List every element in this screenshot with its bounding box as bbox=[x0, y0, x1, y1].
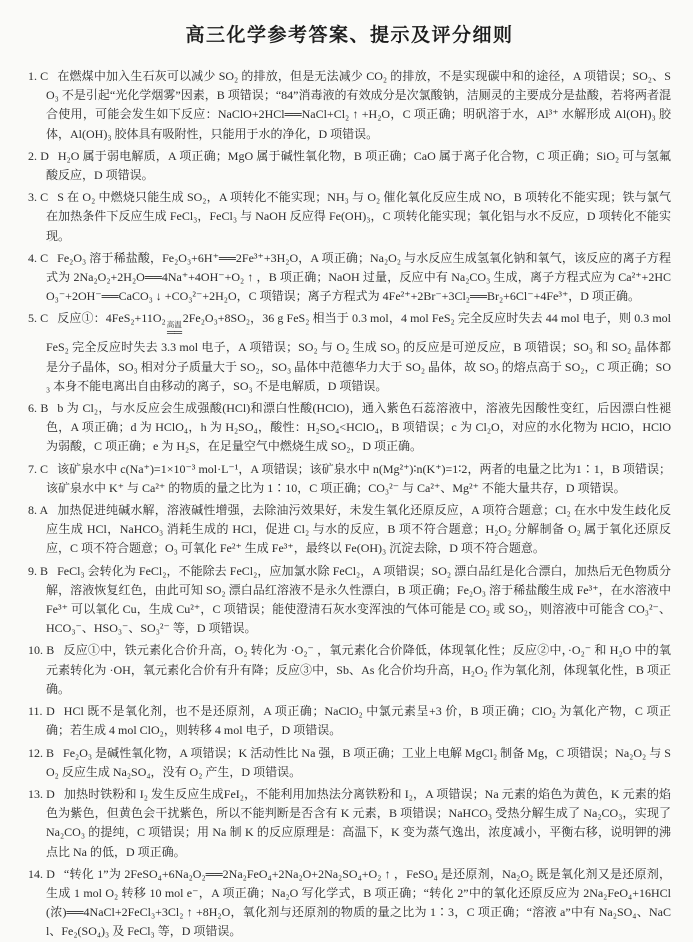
answer-item bbox=[28, 501, 671, 559]
item-number: 12. B bbox=[28, 745, 55, 760]
item-number: 7. C bbox=[28, 461, 49, 476]
item-number: 1. C bbox=[28, 69, 49, 83]
answer-item bbox=[28, 744, 671, 782]
item-text: 反应①中，铁元素化合价升高，O₂ 转化为 ·O₂⁻ ，氧元素化合价降低，体现氧化性；反应②中，·O₂⁻ 和 H₂O 中的氧元素转化为 ·OH，氧元素化合价有升有降；反应③中，Sb、As 化合价均升高，H₂O₂ 作为氧化剂，体现氧化性，B 项正确。 bbox=[46, 643, 671, 696]
reaction-condition-equals bbox=[167, 321, 182, 338]
item-number: 8. A bbox=[28, 503, 49, 518]
answer-item bbox=[28, 67, 671, 144]
answer-item bbox=[28, 562, 671, 639]
item-text: 加热时铁粉和 I₂ 发生反应生成FeI₂，不能利用加热法分离铁粉和 I₂，A 项错误；Na 元素的焰色为黄色，K 元素的焰色为紫色，但黄色会干扰紫色，所以不能判断是否含有 K 元素，B 项错误；NaHCO₃ 受热分解生成了 Na₂CO₃，实现了 Na₂CO₃ 的提纯，C 项错误；用 Na 制 K 的反应原理是：高温下，K 变为蒸气逸出，浓度减小，平衡右移，说明钾的沸点比 Na 的低，D 项正确。 bbox=[46, 786, 671, 859]
answer-item bbox=[28, 702, 671, 740]
item-number: 10. B bbox=[28, 643, 55, 658]
item-number: 2. D bbox=[28, 148, 49, 163]
answer-item bbox=[28, 399, 671, 457]
answer-item bbox=[28, 785, 671, 862]
answer-item bbox=[28, 641, 671, 699]
item-text: 反应①：4FeS₂+11O₂ 高温 ══ 2Fe₂O₃+8SO₂，36 g FeS₂ 相当于 0.3 mol，4 mol FeS₂ 完全反应时失去 44 mol 电子，则 0.3 mol FeS₂ 完全反应时失去 3.3 mol 电子，A 项错误；SO₂ 与 O₂ 生成 SO₃ 的反应是可逆反应，B 项错误；SO₃ 和 SO₂ 晶体都是分子晶体，SO₃ 相对分子质量大于 SO₂，SO₃ 晶体中范德华力大于 SO₂ 晶体，故 SO₃ 的熔点高于 SO₂，C 项正确；SO₃ 本身不能电离出自由移动的离子，SO₃ 不是电解质，D 项错误。 bbox=[46, 311, 671, 393]
item-text: Fe₂O₃ 溶于稀盐酸，Fe₂O₃+6H⁺══2Fe³⁺+3H₂O，A 项正确；Na₂O₂ 与水反应生成氢氧化钠和氧气，该反应的离子方程式为 2Na₂O₂+2H₂O══4Na⁺+4OH⁻+O₂ ↑ ，B 项正确；NaOH 过量，反应中有 Na₂CO₃ 生成，离子方程式应为 Ca²⁺+2HCO₃⁻+2OH⁻══CaCO₃ ↓ +CO₃²⁻+2H₂O，C 项错误；离子方程式为 4Fe²⁺+2Br⁻+3Cl₂══Br₂+6Cl⁻+4Fe³⁺，D 项正确。 bbox=[46, 250, 671, 304]
answer-item bbox=[28, 865, 671, 942]
item-text: 该矿泉水中 c(Na⁺)=1×10⁻³ mol·L⁻¹，A 项错误；该矿泉水中 n(Mg²⁺)∶n(K⁺)=1∶2，两者的电量之比为1∶1，B 项错误；该矿泉水中 K⁺ 与 Ca²⁺ 的物质的量之比为 1∶10，C 项正确；CO₃²⁻ 与 Ca²⁺、Mg²⁺ 不能大量共存，D 项错误。 bbox=[46, 461, 671, 495]
item-text: H₂O 属于弱电解质，A 项正确；MgO 属于碱性氧化物，B 项正确；CaO 属于离子化合物，C 项正确；SiO₂ 可与氢氟酸反应，D 项错误。 bbox=[46, 148, 671, 183]
item-text: HCl 既不是氧化剂，也不是还原剂，A 项正确；NaClO₂ 中氯元素呈+3 价，B 项正确；ClO₂ 为氧化产物，C 项正确；若生成 4 mol ClO₂，则转移 4 mol 电子，D 项错误。 bbox=[46, 704, 671, 738]
item-text: 在燃煤中加入生石灰可以减少 SO₂ 的排放，但是无法减少 CO₂ 的排放，不是实现碳中和的途径，A 项错误；SO₂、SO₃ 不是引起“光化学烟雾”因素，B 项错误；“84”消毒液的有效成分是次氯酸钠，洁厕灵的主要成分是盐酸，若将两者混合使用，可能会发生如下反应：NaClO+2HCl══NaCl+Cl₂ ↑ +H₂O，C 项正确；明矾溶于水，Al³⁺ 水解形成 Al(OH)₃ 胶体，Al(OH)₃ 胶体具有吸附性，只能用于水的净化，D 项错误。 bbox=[46, 69, 671, 141]
item-text: 加热促进纯碱水解，溶液碱性增强，去除油污效果好，未发生氧化还原反应，A 项符合题意；Cl₂ 在水中发生歧化反应生成 HCl，NaHCO₃ 消耗生成的 HCl，促进 Cl₂ 与水的反应，B 项不符合题意；H₂O₂ 分解制备 O₂ 属于氧化还原反应，C 项不符合题意；O₃ 可氧化 Fe²⁺ 生成 Fe³⁺，最终以 Fe(OH)₃ 沉淀去除，D 项不符合题意。 bbox=[46, 503, 672, 556]
answer-list bbox=[28, 67, 671, 942]
item-number: 3. C bbox=[28, 190, 49, 205]
item-number: 5. C bbox=[28, 311, 49, 326]
item-number: 11. D bbox=[28, 704, 55, 719]
item-text: “转化 1”为 2FeSO₄+6Na₂O₂══2Na₂FeO₄+2Na₂O+2Na₂SO₄+O₂ ↑ ，FeSO₄ 是还原剂，Na₂O₂ 既是氧化剂又是还原剂，生成 1 mol O₂ 转移 10 mol e⁻，A 项正确；Na₂O 写化学式，B 项正确；“转化 2”中的氧化还原反应为 2Na₂FeO₄+16HCl(浓)══4NaCl+2FeCl₃+3Cl₂ ↑ +8H₂O，氧化剂与还原剂的物质的量之比为 1∶3，C 项正确；“溶液 a”中有 Na₂SO₄、NaCl、Fe₂(SO₄)₃ 及 FeCl₃ 等，D 项错误。 bbox=[46, 866, 671, 939]
item-number: 6. B bbox=[28, 401, 49, 416]
item-text: b 为 Cl₂，与水反应会生成强酸(HCl)和漂白性酸(HClO)，通入紫色石蕊溶液中，溶液先因酸性变红，后因漂白性褪色，A 项正确；d 为 HClO₄，h 为 H₂SO₄，酸性：H₂SO₄<HClO₄，B 项错误；c 为 Cl₂O，对应的水化物为 HClO，HClO 为弱酸，C 项正确；e 为 H₂S，在足量空气中燃烧生成 SO₂，D 项正确。 bbox=[46, 401, 671, 454]
item-number: 14. D bbox=[28, 866, 55, 881]
answer-item bbox=[28, 309, 671, 396]
item-text: Fe₂O₃ 是碱性氧化物，A 项错误；K 活动性比 Na 强，B 项正确；工业上电解 MgCl₂ 制备 Mg，C 项错误；Na₂O₂ 与 SO₂ 反应生成 Na₂SO₄，没有 O₂ 产生，D 项错误。 bbox=[46, 745, 671, 779]
item-text: FeCl₃ 会转化为 FeCl₂，不能除去 FeCl₂，应加氯水除 FeCl₂，A 项错误；SO₂ 漂白品红是化合漂白，加热后无色物质分解，溶液恢复红色，由此可知 SO₂ 漂白品红溶液不是永久性漂白，B 项正确；Fe₂O₃ 溶于稀盐酸生成 Fe³⁺，在水溶液中 Fe³⁺ 可以氧化 Cu，生成 Cu²⁺，C 项错误；能使澄清石灰水变浑浊的气体可能是 CO₂ 或 SO₂，则溶液中可能含 CO₃²⁻、HCO₃⁻、HSO₃⁻、SO₃²⁻ 等，D 项错误。 bbox=[46, 563, 671, 636]
item-number: 13. D bbox=[28, 786, 55, 801]
reaction-equals-bar: ══ bbox=[166, 327, 182, 340]
item-number: 4. C bbox=[28, 250, 49, 265]
answer-item bbox=[28, 147, 671, 185]
answer-item bbox=[28, 188, 671, 246]
answer-item bbox=[28, 249, 671, 307]
answer-item bbox=[28, 460, 671, 498]
item-text: S 在 O₂ 中燃烧只能生成 SO₂，A 项转化不能实现；NH₃ 与 O₂ 催化氧化反应生成 NO，B 项转化不能实现；铁与氯气在加热条件下反应生成 FeCl₃，FeCl₃ 与 NaOH 反应得 Fe(OH)₃，C 项转化能实现；氧化铝与水不反应，D 项转化不能实现。 bbox=[46, 190, 671, 243]
page-title: 高三化学参考答案、提示及评分细则 bbox=[185, 25, 514, 46]
item-number: 9. B bbox=[28, 563, 49, 578]
reaction-condition-label: 高温 bbox=[166, 320, 182, 330]
